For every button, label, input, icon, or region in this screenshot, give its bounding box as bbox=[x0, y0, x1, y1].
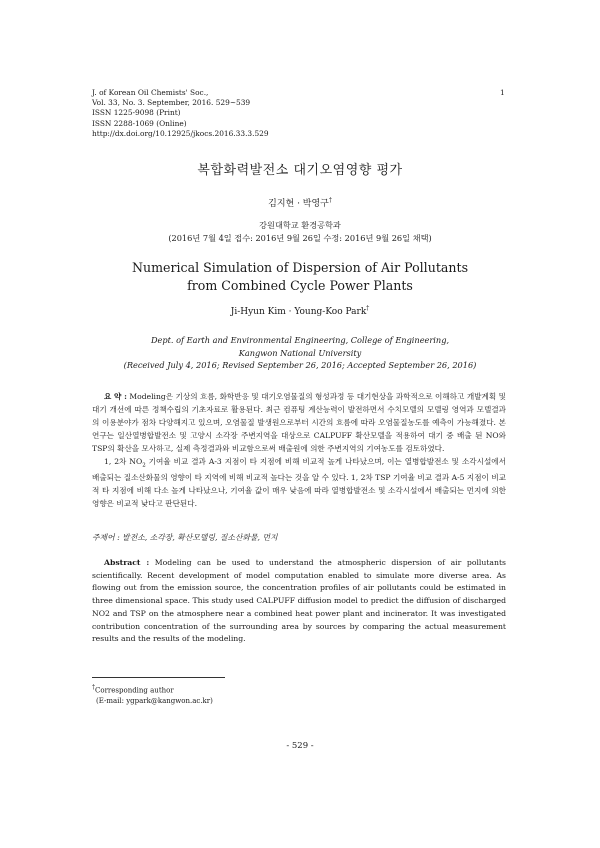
journal-name: J. of Korean Oil Chemists' Soc., bbox=[92, 88, 209, 97]
korean-abstract-para1 bbox=[92, 391, 506, 456]
journal-volume: Vol. 33, No. 3. September, 2016. 529~539 bbox=[92, 98, 251, 108]
korean-abstract-text1: Modeling은 기상의 흐름, 화학반응 및 대기오염물질의 형성과정 등 대기현상을 과학적으로 이해하고 개발계획 및 대기 개선에 따른 정책수립의 기초자료로 활용된다. 최근 컴퓨팅 계산능력이 발전하면서 수치모델의 모델링 영역과 모델결과의 이용분야가 점차 다양해지고 있으며, 오염물질 발생원으로부터 시간의 흐름에 따라 오염물질농도를 예측이 가능해졌다. 본 연구는 일산열병합발전소 및 고양시 소각장 주변지역을 대상으로 CALPUFF 확산모델을 적용하여 대기 중 배출 된 NO와 TSP의 확산을 모사하고, 실제 측정결과와 비교함으로써 배출원에 의한 주변지역의 기여농도를 검토하였다. bbox=[92, 392, 506, 453]
english-affiliation bbox=[0, 334, 600, 372]
english-abstract-label: Abstract : bbox=[104, 558, 150, 567]
english-title-line2: from Combined Cycle Power Plants bbox=[187, 278, 413, 293]
english-authors-text: Ji-Hyun Kim · Young-Koo Park bbox=[230, 307, 367, 317]
korean-dates: (2016년 7월 4일 접수: 2016년 9월 26일 수정: 2016년 9월 26일 채택) bbox=[168, 233, 432, 243]
footnote-line1 bbox=[92, 683, 213, 696]
english-dates: (Received July 4, 2016; Revised September 26, 2016; Accepted September 26, 2016) bbox=[123, 360, 477, 370]
korean-title: 복합화력발전소 대기오염영향 평가 bbox=[197, 163, 403, 178]
korean-abstract bbox=[92, 391, 506, 511]
footnote-divider bbox=[92, 677, 225, 678]
page-number: 1 bbox=[500, 88, 505, 97]
english-title-line1: Numerical Simulation of Dispersion of Air Pollutants bbox=[131, 260, 469, 275]
korean-affiliation-name: 강원대학교 환경공학과 bbox=[259, 220, 341, 230]
english-title bbox=[0, 259, 600, 295]
english-abstract-text: Modeling can be used to understand the atmospheric dispersion of air pollutants scientifically. Recent development of model computation enabled to simulate more diverse area. As flowing out from the emission source, the concentration profiles of air pollutants could be estimated in three dimensional space. This study used CALPUFF diffusion model to predict the diffusion of discharged NO2 and TSP on the atmosphere near a combined heat power plant and incinerator. It was investigated contribution concentration of the surrounding area by sources by comparing the actual measurement results and the results of the modeling. bbox=[92, 558, 506, 644]
doi-link[interactable]: http://dx.doi.org/10.12925/jkocs.2016.33.3.529 bbox=[92, 128, 269, 138]
korean-authors bbox=[0, 196, 600, 209]
korean-abstract-text2b: 기여율 비교 결과 A-3 지점이 타 지점에 비해 비교적 높게 나타났으며, 이는 열병합발전소 및 소각시설에서 배출되는 질소산화물의 영향이 타 지역에 비해 비교적 높다는 것을 알 수 있다. 1, 2차 TSP 기여율 비교 결과 A-5 지점이 비교적 타 지점에 비해 다소 높게 나타났으나, 기여율 값이 매우 낮음에 따라 열병합발전소 및 소각시설에서 배출되는 먼지에 의한 영향은 비교적 낮다고 판단된다. bbox=[92, 456, 506, 508]
keywords: 주제어 : 발전소, 소각장, 확산모델링, 질소산화물, 먼지 bbox=[92, 533, 278, 542]
english-affiliation-line1: Dept. of Earth and Environmental Engineering, College of Engineering, bbox=[150, 335, 450, 345]
journal-header bbox=[92, 88, 269, 139]
korean-authors-text: 김지현 · 박영구 bbox=[268, 199, 329, 209]
issn-online: ISSN 2288-1069 (Online) bbox=[92, 118, 187, 128]
korean-abstract-text2a: 1, 2차 NO bbox=[104, 456, 143, 466]
page-footer: - 529 - bbox=[286, 741, 314, 751]
english-abstract bbox=[92, 557, 506, 646]
no2-subscript: 2 bbox=[142, 462, 146, 469]
corresponding-mark: † bbox=[328, 197, 332, 204]
english-authors bbox=[0, 305, 600, 317]
english-affiliation-line2: Kangwon National University bbox=[238, 347, 362, 358]
footnote-email: (E-mail: ygpark@kangwon.ac.kr) bbox=[96, 696, 213, 705]
issn-print: ISSN 1225-9098 (Print) bbox=[92, 108, 181, 118]
korean-abstract-para2 bbox=[92, 456, 506, 511]
footnote bbox=[92, 683, 213, 707]
english-corresponding-mark: † bbox=[366, 305, 370, 312]
footnote-mark: † bbox=[92, 684, 95, 691]
korean-abstract-label: 요 약 : bbox=[104, 392, 127, 401]
english-abstract-para bbox=[92, 557, 506, 646]
footnote-corresponding: Corresponding author bbox=[95, 686, 174, 695]
korean-affiliation bbox=[0, 219, 600, 245]
